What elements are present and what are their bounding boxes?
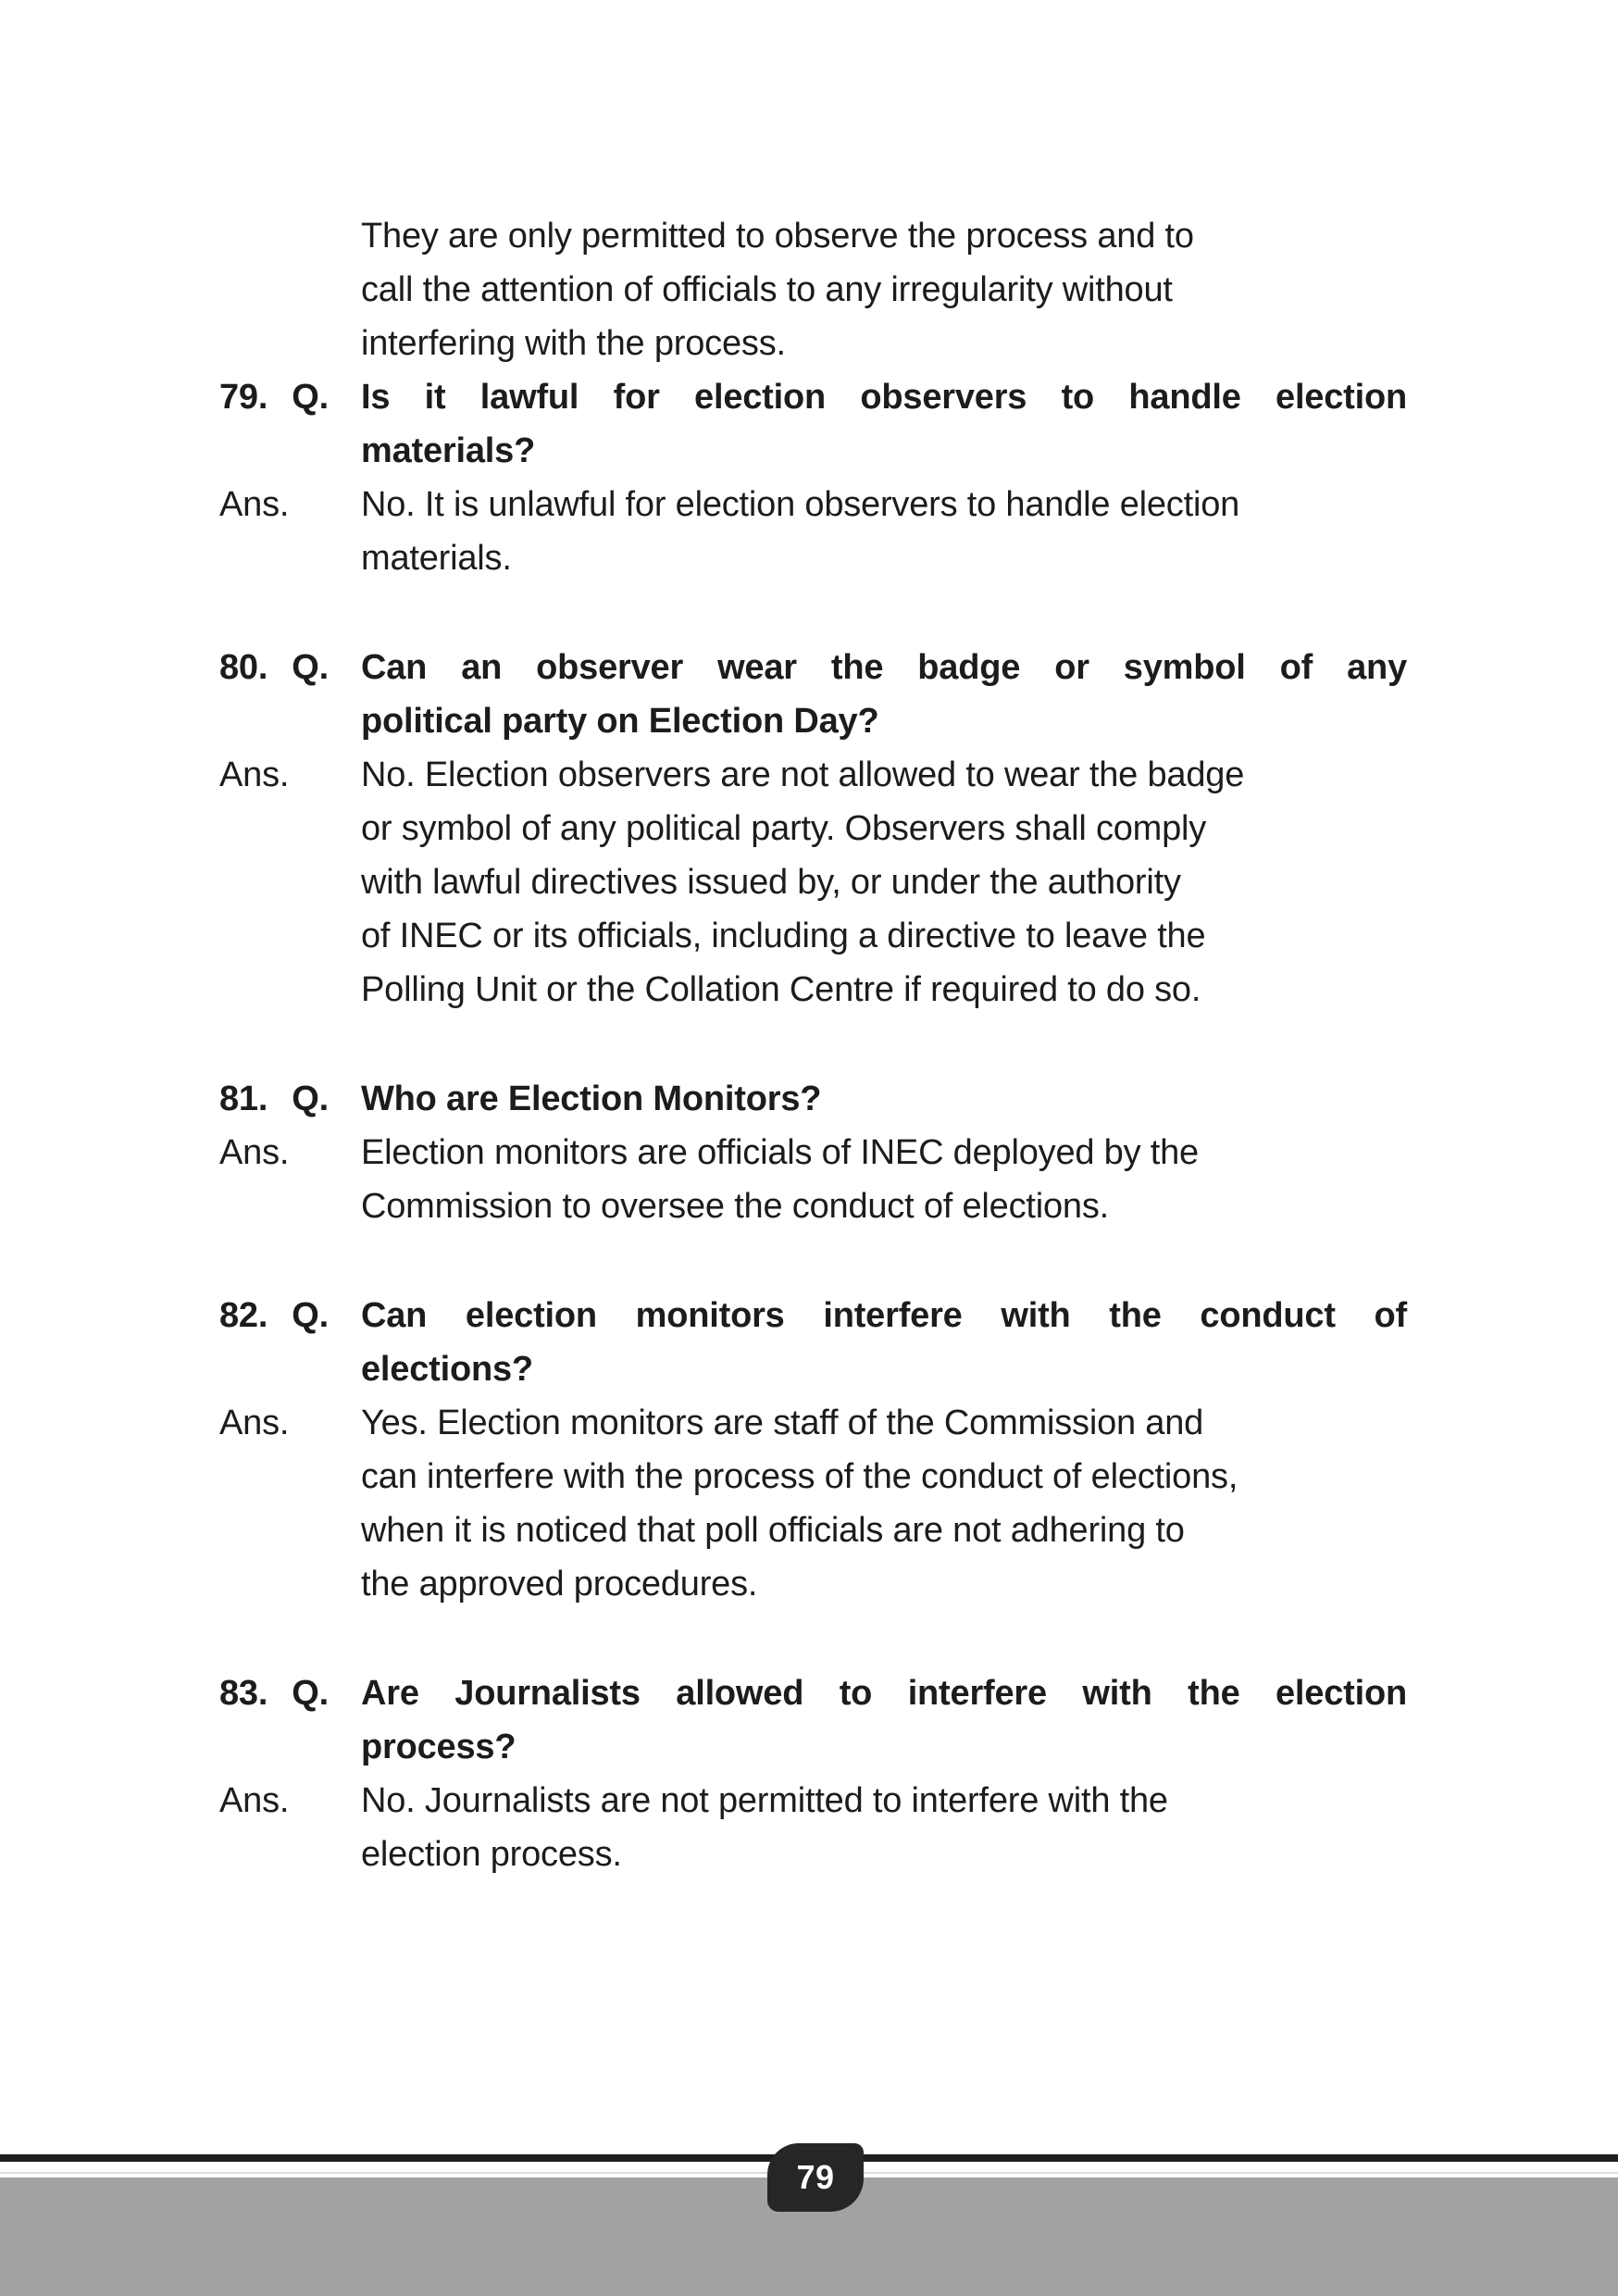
intro-label-spacer bbox=[219, 209, 329, 370]
question-label: Q. bbox=[292, 1079, 329, 1118]
question-row bbox=[219, 641, 1407, 748]
answer-row bbox=[219, 1126, 1407, 1233]
question-text bbox=[361, 641, 1407, 748]
qa-block bbox=[219, 641, 1407, 1017]
question-number: 83. bbox=[219, 1674, 268, 1713]
question-row bbox=[219, 1072, 1407, 1126]
qa-block bbox=[219, 1072, 1407, 1233]
question-number: 82. bbox=[219, 1296, 268, 1335]
answer-line: Election monitors are officials of INEC deployed by the bbox=[361, 1133, 1199, 1172]
question-text bbox=[361, 1072, 1407, 1126]
question-line: Can election monitors interfere with the conduct of bbox=[361, 1296, 1407, 1335]
answer-line: Yes. Election monitors are staff of the Commission and bbox=[361, 1404, 1204, 1442]
answer-label-text: Ans. bbox=[219, 1133, 290, 1172]
answer-line: No. Election observers are not allowed to wear the badge bbox=[361, 755, 1245, 794]
question-number: 81. bbox=[219, 1079, 268, 1118]
question-row bbox=[219, 1289, 1407, 1396]
answer-line: Polling Unit or the Collation Centre if required to do so. bbox=[361, 970, 1201, 1009]
answer-line: can interfere with the process of the conduct of elections, bbox=[361, 1457, 1238, 1496]
answer-label-text: Ans. bbox=[219, 485, 290, 524]
intro-line: interfering with the process. bbox=[361, 324, 786, 363]
question-line: elections? bbox=[361, 1350, 533, 1389]
intro-line: call the attention of officials to any irregularity without bbox=[361, 270, 1173, 309]
question-line: Who are Election Monitors? bbox=[361, 1079, 822, 1118]
question-label: Q. bbox=[292, 1296, 329, 1335]
answer-label bbox=[219, 478, 329, 585]
answer-text bbox=[361, 748, 1407, 1017]
answer-label bbox=[219, 1774, 329, 1881]
question-number-label bbox=[219, 370, 329, 478]
question-line: process? bbox=[361, 1728, 517, 1766]
question-number-label bbox=[219, 641, 329, 748]
answer-label-text: Ans. bbox=[219, 1781, 290, 1820]
answer-line: of INEC or its officials, including a directive to leave the bbox=[361, 917, 1206, 955]
page-number: 79 bbox=[796, 2158, 835, 2196]
answer-text bbox=[361, 1396, 1407, 1611]
question-line: Is it lawful for election observers to handle election bbox=[361, 378, 1407, 417]
question-number-label bbox=[219, 1666, 329, 1774]
answer-line: or symbol of any political party. Observers shall comply bbox=[361, 809, 1207, 848]
question-line: Are Journalists allowed to interfere with the election bbox=[361, 1674, 1407, 1713]
answer-row bbox=[219, 478, 1407, 585]
question-label: Q. bbox=[292, 648, 329, 687]
answer-label-text: Ans. bbox=[219, 755, 290, 794]
answer-line: Commission to oversee the conduct of elections. bbox=[361, 1187, 1110, 1226]
answer-text bbox=[361, 1126, 1407, 1233]
question-label: Q. bbox=[292, 378, 329, 417]
intro-text bbox=[361, 209, 1407, 370]
qa-list bbox=[219, 370, 1407, 1881]
qa-block bbox=[219, 1289, 1407, 1611]
question-line: political party on Election Day? bbox=[361, 702, 879, 741]
answer-row bbox=[219, 1396, 1407, 1611]
question-number-label bbox=[219, 1072, 329, 1126]
answer-line: election process. bbox=[361, 1835, 622, 1874]
qa-content bbox=[219, 209, 1407, 1881]
answer-text bbox=[361, 478, 1407, 585]
intro-paragraph bbox=[219, 209, 1407, 370]
answer-label bbox=[219, 748, 329, 1017]
question-label: Q. bbox=[292, 1674, 329, 1713]
answer-line: No. It is unlawful for election observers to handle election bbox=[361, 485, 1240, 524]
answer-row bbox=[219, 748, 1407, 1017]
answer-label bbox=[219, 1126, 329, 1233]
question-row bbox=[219, 1666, 1407, 1774]
answer-line: with lawful directives issued by, or under the authority bbox=[361, 863, 1181, 902]
qa-block bbox=[219, 1666, 1407, 1881]
intro-line: They are only permitted to observe the process and to bbox=[361, 217, 1194, 256]
question-text bbox=[361, 1289, 1407, 1396]
answer-line: No. Journalists are not permitted to interfere with the bbox=[361, 1781, 1168, 1820]
question-number: 79. bbox=[219, 378, 268, 417]
question-row bbox=[219, 370, 1407, 478]
question-line: Can an observer wear the badge or symbol of any bbox=[361, 648, 1407, 687]
question-text bbox=[361, 1666, 1407, 1774]
answer-label bbox=[219, 1396, 329, 1611]
answer-line: the approved procedures. bbox=[361, 1565, 758, 1603]
answer-label-text: Ans. bbox=[219, 1404, 290, 1442]
answer-row bbox=[219, 1774, 1407, 1881]
question-text bbox=[361, 370, 1407, 478]
page-number-badge bbox=[767, 2143, 864, 2212]
question-line: materials? bbox=[361, 431, 536, 470]
question-number: 80. bbox=[219, 648, 268, 687]
qa-block bbox=[219, 370, 1407, 585]
answer-line: materials. bbox=[361, 539, 512, 578]
answer-text bbox=[361, 1774, 1407, 1881]
answer-line: when it is noticed that poll officials are not adhering to bbox=[361, 1511, 1185, 1550]
question-number-label bbox=[219, 1289, 329, 1396]
